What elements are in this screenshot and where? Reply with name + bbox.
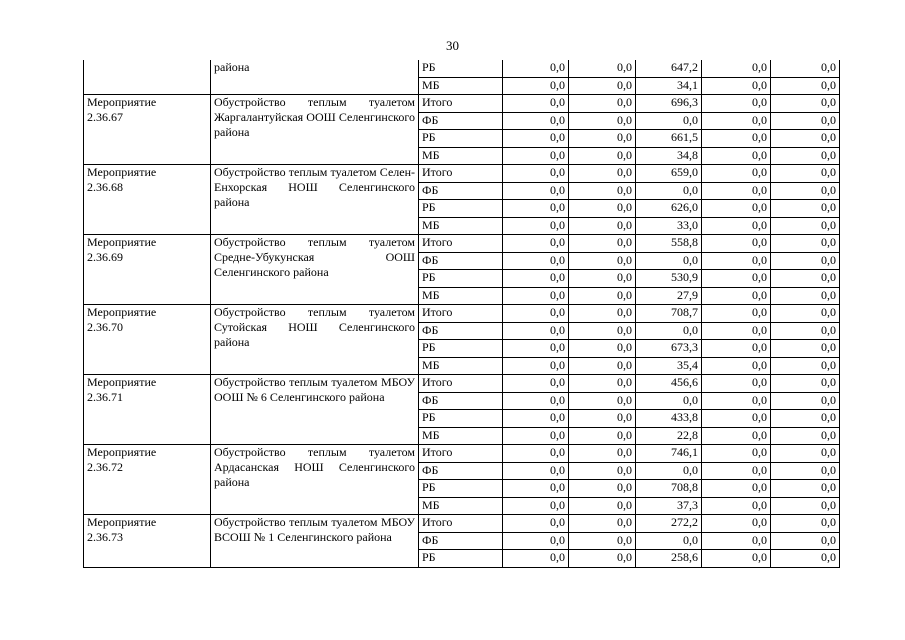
value-cell: 0,0 (569, 60, 636, 77)
value-cell: 0,0 (771, 217, 840, 235)
value-cell: 0,0 (702, 217, 771, 235)
value-cell: 0,0 (702, 252, 771, 270)
value-cell: 0,0 (503, 480, 569, 498)
value-cell: 0,0 (503, 550, 569, 568)
value-cell: 0,0 (702, 112, 771, 130)
value-cell: 0,0 (702, 550, 771, 568)
value-cell: 0,0 (503, 130, 569, 148)
value-cell: 0,0 (503, 182, 569, 200)
event-cell (84, 235, 211, 305)
value-cell: 0,0 (503, 165, 569, 183)
value-cell: 0,0 (702, 515, 771, 533)
value-cell: 0,0 (702, 77, 771, 95)
event-label: Мероприятие (87, 235, 157, 249)
value-cell: 33,0 (636, 217, 702, 235)
source-cell: РБ (419, 200, 503, 218)
value-cell: 0,0 (503, 340, 569, 358)
value-cell: 0,0 (702, 147, 771, 165)
source-cell: РБ (419, 130, 503, 148)
source-cell: Итого (419, 515, 503, 533)
value-cell: 0,0 (702, 305, 771, 323)
value-cell: 0,0 (503, 392, 569, 410)
value-cell: 558,8 (636, 235, 702, 253)
value-cell: 0,0 (503, 287, 569, 305)
table-row (84, 445, 840, 463)
value-cell: 34,1 (636, 77, 702, 95)
value-cell: 661,5 (636, 130, 702, 148)
value-cell: 0,0 (636, 322, 702, 340)
source-cell: ФБ (419, 392, 503, 410)
value-cell: 0,0 (636, 392, 702, 410)
source-cell: ФБ (419, 532, 503, 550)
value-cell: 0,0 (702, 462, 771, 480)
value-cell: 0,0 (771, 60, 840, 77)
value-cell: 0,0 (569, 217, 636, 235)
value-cell: 0,0 (569, 235, 636, 253)
value-cell: 0,0 (771, 375, 840, 393)
value-cell: 0,0 (771, 445, 840, 463)
value-cell: 0,0 (702, 182, 771, 200)
value-cell: 0,0 (771, 357, 840, 375)
value-cell: 0,0 (771, 462, 840, 480)
value-cell: 0,0 (503, 305, 569, 323)
source-cell: МБ (419, 147, 503, 165)
source-cell: РБ (419, 270, 503, 288)
value-cell: 0,0 (702, 200, 771, 218)
value-cell: 0,0 (702, 340, 771, 358)
value-cell: 0,0 (636, 112, 702, 130)
table-row (84, 60, 840, 77)
value-cell: 0,0 (569, 130, 636, 148)
value-cell: 0,0 (702, 392, 771, 410)
value-cell: 35,4 (636, 357, 702, 375)
event-label: Мероприятие (87, 515, 157, 529)
event-code: 2.36.67 (87, 110, 123, 124)
value-cell: 0,0 (771, 515, 840, 533)
value-cell: 626,0 (636, 200, 702, 218)
value-cell: 0,0 (771, 550, 840, 568)
source-cell: МБ (419, 357, 503, 375)
value-cell: 22,8 (636, 427, 702, 445)
value-cell: 0,0 (503, 532, 569, 550)
value-cell: 0,0 (569, 410, 636, 428)
value-cell: 272,2 (636, 515, 702, 533)
event-cell (84, 305, 211, 375)
value-cell: 0,0 (702, 357, 771, 375)
description-cell: района (211, 60, 419, 95)
value-cell: 746,1 (636, 445, 702, 463)
value-cell: 0,0 (569, 252, 636, 270)
table-row (84, 165, 840, 183)
value-cell: 0,0 (503, 112, 569, 130)
value-cell: 0,0 (569, 515, 636, 533)
value-cell: 0,0 (702, 95, 771, 113)
table-row (84, 235, 840, 253)
source-cell: РБ (419, 550, 503, 568)
value-cell: 0,0 (771, 235, 840, 253)
value-cell: 0,0 (771, 322, 840, 340)
value-cell: 0,0 (569, 462, 636, 480)
source-cell: МБ (419, 287, 503, 305)
value-cell: 0,0 (503, 217, 569, 235)
source-cell: Итого (419, 445, 503, 463)
table-row (84, 305, 840, 323)
value-cell: 0,0 (771, 532, 840, 550)
value-cell: 0,0 (569, 322, 636, 340)
value-cell: 0,0 (702, 165, 771, 183)
value-cell: 0,0 (702, 270, 771, 288)
value-cell: 0,0 (503, 60, 569, 77)
value-cell: 0,0 (569, 147, 636, 165)
source-cell: МБ (419, 77, 503, 95)
source-cell: МБ (419, 427, 503, 445)
value-cell: 0,0 (569, 497, 636, 515)
value-cell: 0,0 (569, 112, 636, 130)
value-cell: 0,0 (771, 480, 840, 498)
event-cell (84, 375, 211, 445)
value-cell: 0,0 (702, 130, 771, 148)
value-cell: 0,0 (503, 357, 569, 375)
event-code: 2.36.69 (87, 250, 123, 264)
value-cell: 0,0 (503, 322, 569, 340)
source-cell: РБ (419, 410, 503, 428)
value-cell: 0,0 (771, 95, 840, 113)
value-cell: 0,0 (702, 445, 771, 463)
event-cell (84, 165, 211, 235)
value-cell: 0,0 (569, 427, 636, 445)
value-cell: 0,0 (569, 165, 636, 183)
event-cell (84, 445, 211, 515)
value-cell: 0,0 (503, 147, 569, 165)
value-cell: 708,8 (636, 480, 702, 498)
value-cell: 0,0 (569, 550, 636, 568)
source-cell: Итого (419, 305, 503, 323)
event-label: Мероприятие (87, 445, 157, 459)
description-cell: Обустройство теплым туалетом Селен-Енхорская НОШ Селенгинского района (211, 165, 419, 235)
description-cell: Обустройство теплым туалетом Жаргалантуйская ООШ Селенгинского района (211, 95, 419, 165)
source-cell: РБ (419, 480, 503, 498)
source-cell: Итого (419, 165, 503, 183)
value-cell: 0,0 (569, 445, 636, 463)
value-cell: 0,0 (771, 130, 840, 148)
value-cell: 0,0 (569, 480, 636, 498)
value-cell: 0,0 (503, 77, 569, 95)
value-cell: 0,0 (503, 375, 569, 393)
value-cell: 0,0 (771, 270, 840, 288)
event-code: 2.36.71 (87, 390, 123, 404)
table-body (84, 60, 840, 567)
value-cell: 0,0 (636, 462, 702, 480)
value-cell: 37,3 (636, 497, 702, 515)
event-label: Мероприятие (87, 375, 157, 389)
table-row (84, 375, 840, 393)
value-cell: 0,0 (503, 445, 569, 463)
value-cell: 0,0 (771, 200, 840, 218)
value-cell: 0,0 (771, 77, 840, 95)
value-cell: 0,0 (702, 497, 771, 515)
source-cell: ФБ (419, 252, 503, 270)
value-cell: 433,8 (636, 410, 702, 428)
value-cell: 0,0 (702, 235, 771, 253)
value-cell: 0,0 (702, 410, 771, 428)
value-cell: 530,9 (636, 270, 702, 288)
event-label: Мероприятие (87, 95, 157, 109)
description-cell: Обустройство теплым туалетом Средне-Убукунская ООШ Селенгинского района (211, 235, 419, 305)
event-code: 2.36.70 (87, 320, 123, 334)
value-cell: 0,0 (771, 165, 840, 183)
page-number: 30 (446, 38, 459, 53)
value-cell: 456,6 (636, 375, 702, 393)
value-cell: 0,0 (503, 270, 569, 288)
value-cell: 0,0 (702, 287, 771, 305)
value-cell: 673,3 (636, 340, 702, 358)
value-cell: 34,8 (636, 147, 702, 165)
value-cell: 27,9 (636, 287, 702, 305)
value-cell: 0,0 (503, 462, 569, 480)
value-cell: 0,0 (503, 427, 569, 445)
event-cell (84, 60, 211, 95)
value-cell: 0,0 (569, 357, 636, 375)
value-cell: 0,0 (569, 392, 636, 410)
value-cell: 696,3 (636, 95, 702, 113)
table-row (84, 95, 840, 113)
value-cell: 0,0 (771, 287, 840, 305)
description-cell: Обустройство теплым туалетом Сутойская НОШ Селенгинского района (211, 305, 419, 375)
value-cell: 0,0 (636, 532, 702, 550)
value-cell: 0,0 (569, 305, 636, 323)
value-cell: 0,0 (569, 287, 636, 305)
source-cell: ФБ (419, 182, 503, 200)
value-cell: 0,0 (636, 182, 702, 200)
source-cell: ФБ (419, 112, 503, 130)
table-row (84, 515, 840, 533)
event-label: Мероприятие (87, 305, 157, 319)
value-cell: 0,0 (503, 200, 569, 218)
value-cell: 0,0 (503, 497, 569, 515)
source-cell: ФБ (419, 322, 503, 340)
value-cell: 0,0 (503, 252, 569, 270)
value-cell: 0,0 (771, 427, 840, 445)
description-cell: Обустройство теплым туалетом МБОУ ВСОШ № 1 Селенгинского района (211, 515, 419, 568)
description-cell: Обустройство теплым туалетом МБОУ ООШ № 6 Селенгинского района (211, 375, 419, 445)
value-cell: 647,2 (636, 60, 702, 77)
source-cell: Итого (419, 375, 503, 393)
source-cell: Итого (419, 95, 503, 113)
value-cell: 659,0 (636, 165, 702, 183)
event-code: 2.36.73 (87, 530, 123, 544)
value-cell: 0,0 (569, 95, 636, 113)
value-cell: 0,0 (771, 392, 840, 410)
value-cell: 0,0 (771, 147, 840, 165)
source-cell: Итого (419, 235, 503, 253)
budget-table (83, 60, 840, 568)
value-cell: 0,0 (702, 480, 771, 498)
source-cell: РБ (419, 60, 503, 77)
value-cell: 0,0 (702, 427, 771, 445)
value-cell: 0,0 (569, 200, 636, 218)
value-cell: 0,0 (771, 340, 840, 358)
source-cell: РБ (419, 340, 503, 358)
value-cell: 0,0 (636, 252, 702, 270)
value-cell: 708,7 (636, 305, 702, 323)
value-cell: 0,0 (771, 305, 840, 323)
value-cell: 0,0 (569, 532, 636, 550)
value-cell: 0,0 (771, 410, 840, 428)
value-cell: 0,0 (569, 375, 636, 393)
event-code: 2.36.72 (87, 460, 123, 474)
event-cell (84, 95, 211, 165)
value-cell: 0,0 (569, 270, 636, 288)
value-cell: 0,0 (702, 532, 771, 550)
value-cell: 0,0 (771, 497, 840, 515)
value-cell: 0,0 (503, 95, 569, 113)
value-cell: 0,0 (771, 182, 840, 200)
event-cell (84, 515, 211, 568)
source-cell: МБ (419, 497, 503, 515)
description-cell: Обустройство теплым туалетом Ардасанская НОШ Селенгинского района (211, 445, 419, 515)
source-cell: МБ (419, 217, 503, 235)
source-cell: ФБ (419, 462, 503, 480)
value-cell: 0,0 (702, 60, 771, 77)
value-cell: 0,0 (503, 515, 569, 533)
value-cell: 0,0 (771, 252, 840, 270)
value-cell: 0,0 (503, 410, 569, 428)
value-cell: 0,0 (569, 340, 636, 358)
value-cell: 0,0 (503, 235, 569, 253)
event-code: 2.36.68 (87, 180, 123, 194)
event-label: Мероприятие (87, 165, 157, 179)
value-cell: 258,6 (636, 550, 702, 568)
value-cell: 0,0 (702, 375, 771, 393)
value-cell: 0,0 (702, 322, 771, 340)
value-cell: 0,0 (569, 182, 636, 200)
value-cell: 0,0 (569, 77, 636, 95)
value-cell: 0,0 (771, 112, 840, 130)
